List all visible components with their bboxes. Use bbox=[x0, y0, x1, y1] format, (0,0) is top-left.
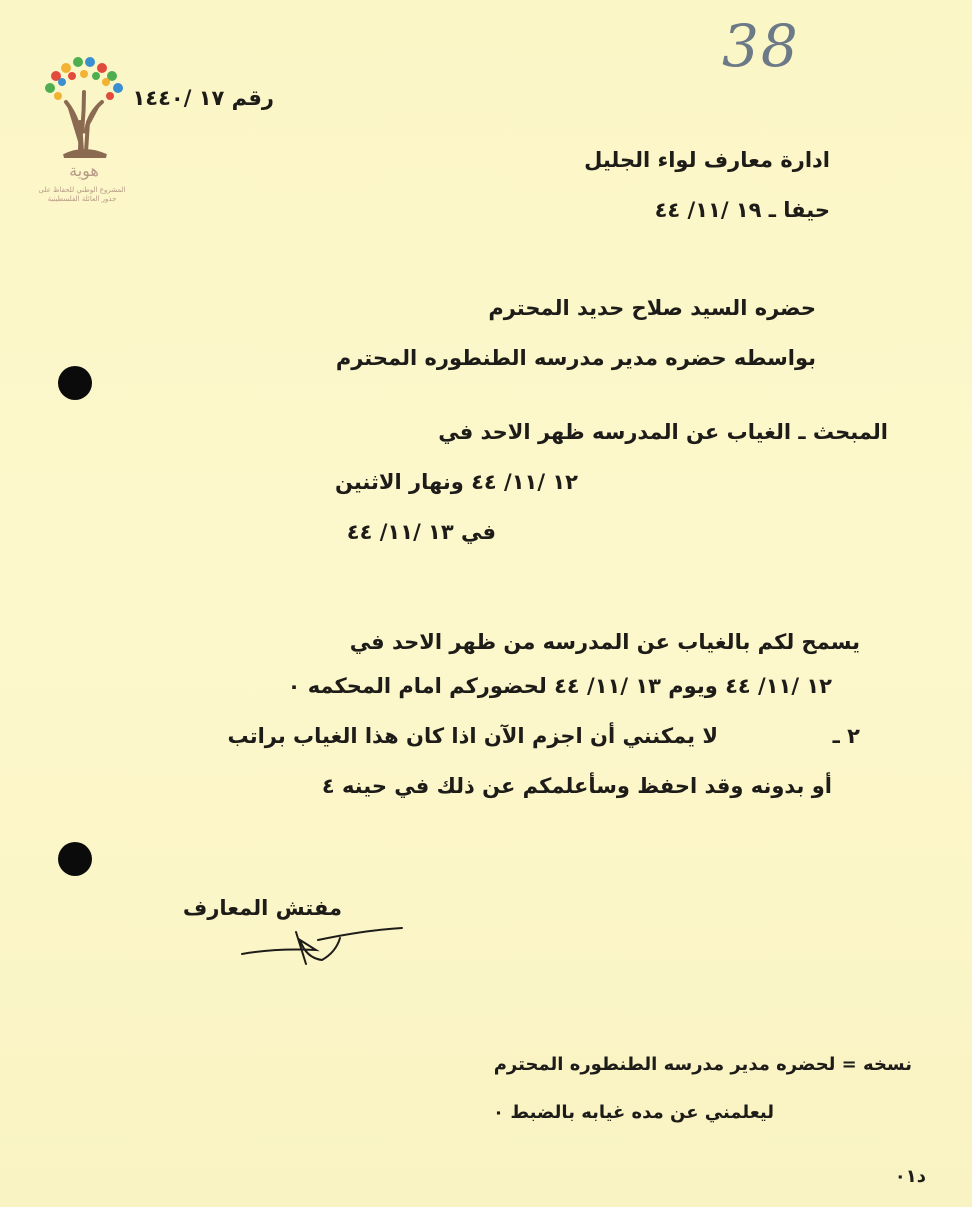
issuing-office: ادارة معارف لواء الجليل bbox=[584, 148, 830, 172]
punch-hole-top bbox=[58, 366, 92, 400]
body-line-1: يسمح لكم بالغياب عن المدرسه من ظهر الاحد في bbox=[349, 630, 860, 654]
addressee-line-2: بواسطه حضره مدير مدرسه الطنطوره المحترم bbox=[335, 346, 816, 370]
subject-line-2: ١٢ /١١/ ٤٤ ونهار الاثنين bbox=[334, 470, 578, 494]
punch-hole-bottom bbox=[58, 842, 92, 876]
copy-to-line-1: نسخه = لحضره مدير مدرسه الطنطوره المحترم bbox=[493, 1054, 912, 1075]
body-line-4: أو بدونه وقد احفظ وسأعلمكم عن ذلك في حينه ٤ bbox=[321, 774, 832, 798]
signatory-title: مفتش المعارف bbox=[182, 896, 342, 920]
handwritten-page-number: 38 bbox=[722, 12, 800, 80]
body-item-number: ٢ ـ bbox=[832, 724, 860, 748]
logo-subtitle: المشروع الوطني للحفاظ على جذور العائلة الفلسطينية bbox=[38, 186, 126, 203]
logo-wordmark: هوية bbox=[69, 161, 99, 180]
footer-code: د٠١ bbox=[894, 1166, 926, 1187]
handwritten-signature bbox=[236, 912, 406, 972]
subject-line-3: في ١٣ /١١/ ٤٤ bbox=[346, 520, 496, 544]
addressee-line-1: حضره السيد صلاح حديد المحترم bbox=[488, 296, 816, 320]
reference-number: رقم ١٧ /١٤٤٠ bbox=[132, 86, 274, 110]
subject-line-1: المبحث ـ الغياب عن المدرسه ظهر الاحد في bbox=[438, 420, 888, 444]
body-line-2: ١٢ /١١/ ٤٤ ويوم ١٣ /١١/ ٤٤ لحضوركم امام المحكمه ٠ bbox=[287, 674, 832, 698]
copy-to-line-2: ليعلمني عن مده غيابه بالضبط ٠ bbox=[493, 1102, 774, 1123]
place-and-date: حيفا ـ ١٩ /١١/ ٤٤ bbox=[654, 198, 830, 222]
body-line-3: لا يمكنني أن اجزم الآن اذا كان هذا الغياب براتب bbox=[227, 724, 718, 748]
tree-trunk bbox=[64, 92, 106, 156]
